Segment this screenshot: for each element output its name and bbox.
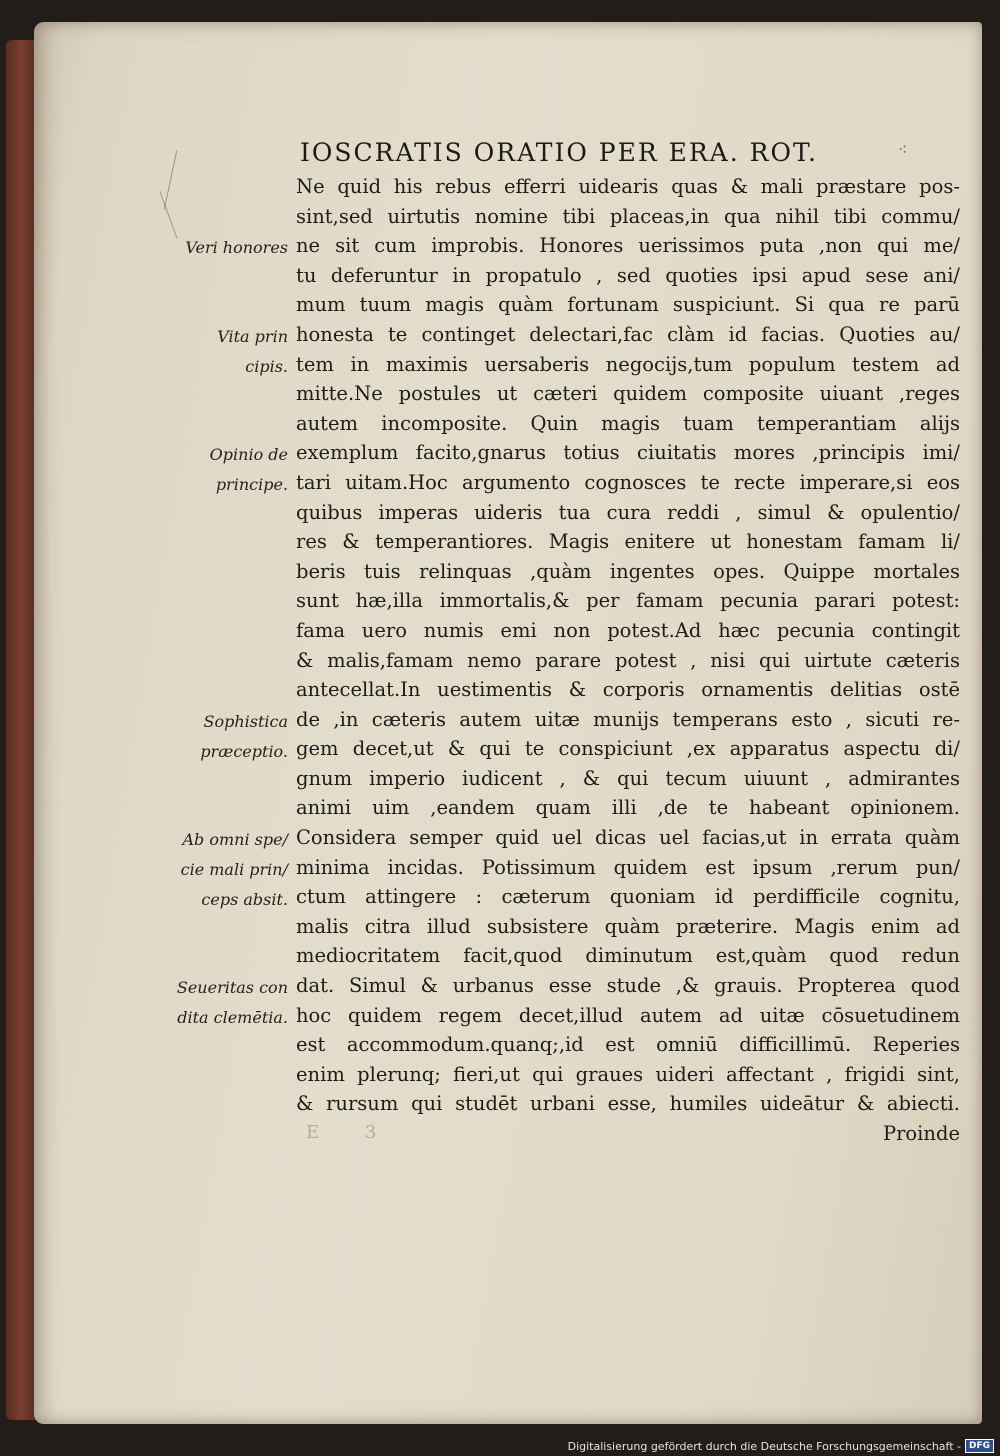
text-line: malis citra illud subsistere quàm præterire. Magis enim ad	[296, 914, 960, 938]
text-line: dat. Simul & urbanus esse stude ,& grauis. Propterea quod	[296, 974, 960, 998]
text-line: tem in maximis uersaberis negocijs,tum populum testem ad	[296, 352, 960, 376]
margin-note	[168, 322, 288, 382]
text-line: antecellat.In uestimentis & corporis ornamentis delitias ostē	[296, 678, 960, 702]
margin-note-line: ceps absit.	[201, 890, 288, 910]
body-text	[296, 172, 960, 1149]
margin-note-line: Sophistica	[203, 711, 288, 731]
text-line: beris tuis relinquas ,quàm ingentes opes. Quippe mortales	[296, 559, 960, 583]
text-line: sint,sed uirtutis nomine tibi placeas,in qua nihil tibi commu/	[296, 204, 960, 228]
text-line: sunt hæ,illa immortalis,& per famam pecunia parari potest:	[296, 589, 960, 613]
text-line: ne sit cum improbis. Honores uerissimos puta ,non qui me/	[296, 234, 960, 258]
margin-note-line: Vita prin	[217, 327, 288, 346]
text-line: tu deferuntur in propatulo , sed quoties ipsi apud sese ani/	[296, 263, 960, 287]
text-line: honesta te continget delectari,fac clàm id facias. Quoties au/	[296, 322, 960, 346]
faint-signature-mark: E 3	[306, 1122, 397, 1143]
text-line: enim plerunq; fieri,ut qui graues uideri affectant , frigidi sint,	[296, 1062, 960, 1086]
text-line: autem incomposite. Quin magis tuam temperantiam alijs	[296, 411, 960, 435]
margin-note	[168, 973, 288, 1033]
margin-note-line: principe.	[215, 475, 288, 495]
margin-note-line: Ab omni spe/	[182, 830, 288, 850]
margin-note-line: dita clemētia.	[177, 1008, 288, 1028]
text-line: mitte.Ne postules ut cæteri quidem composite uiuant ,reges	[296, 382, 960, 406]
text-line: mum tuum magis quàm fortunam suspiciunt. Si qua re parū	[296, 293, 960, 317]
margin-note	[168, 233, 288, 263]
text-line: hoc quidem regem decet,illud autem ad uitæ cōsuetudinem	[296, 1003, 960, 1027]
running-title: IOSCRATIS ORATIO PER ERA. ROT.	[300, 138, 818, 167]
text-line: quibus imperas uideris tua cura reddi , simul & opulentio/	[296, 500, 960, 524]
margin-note-line: Veri honores	[185, 238, 288, 258]
margin-note-line: Seueritas con	[176, 978, 288, 998]
text-line: de ,in cæteris autem uitæ munijs temperans esto , sicuti re-	[296, 707, 960, 731]
text-line: minima incidas. Potissimum quidem est ipsum ,rerum pun/	[296, 855, 960, 879]
text-line: mediocritatem facit,quod diminutum est,quàm quod redun	[296, 944, 960, 968]
margin-note	[168, 707, 288, 767]
text-line: gnum imperio iudicent , & qui tecum uiuunt , admirantes	[296, 766, 960, 790]
margin-note	[168, 825, 288, 915]
dfg-logo: DFG	[965, 1439, 994, 1453]
text-line: Considera semper quid uel dicas uel facias,ut in errata quàm	[296, 826, 960, 850]
text-line: tari uitam.Hoc argumento cognosces te recte imperare,si eos	[296, 470, 960, 494]
text-line: est accommodum.quanq;,id est omniū difficillimū. Reperies	[296, 1033, 960, 1057]
margin-note-line: cipis.	[245, 357, 288, 376]
text-line: exemplum facito,gnarus totius ciuitatis mores ,principis imi/	[296, 441, 960, 465]
margin-note-line: præceptio.	[200, 741, 288, 761]
catchword: Proinde	[882, 1122, 960, 1145]
text-line: res & temperantiores. Magis enitere ut honestam famam li/	[296, 530, 960, 554]
text-line: fama uero numis emi non potest.Ad hæc pecunia contingit	[296, 618, 960, 642]
text-line: & malis,famam nemo parare potest , nisi qui uirtute cæteris	[296, 648, 960, 672]
header-ornament: ⁖	[898, 140, 908, 159]
credit-text: Digitalisierung gefördert durch die Deutsche Forschungsgemeinschaft -	[567, 1439, 961, 1453]
margin-note-line: Opinio de	[209, 445, 288, 465]
text-line: gem decet,ut & qui te conspiciunt ,ex apparatus aspectu di/	[296, 737, 960, 761]
text-line: animi uim ,eandem quam illi ,de te habeant opinionem.	[296, 796, 960, 820]
margin-note-line: cie mali prin/	[180, 860, 288, 880]
margin-note	[168, 440, 288, 500]
digitization-credit	[568, 1439, 994, 1453]
text-line: ctum attingere : cæterum quoniam id perdifficile cognitu,	[296, 885, 960, 909]
text-line: & rursum qui studēt urbani esse, humiles uideātur & abiecti.	[296, 1092, 960, 1116]
text-line: Ne quid his rebus efferri uidearis quas & mali præstare pos-	[296, 175, 960, 198]
